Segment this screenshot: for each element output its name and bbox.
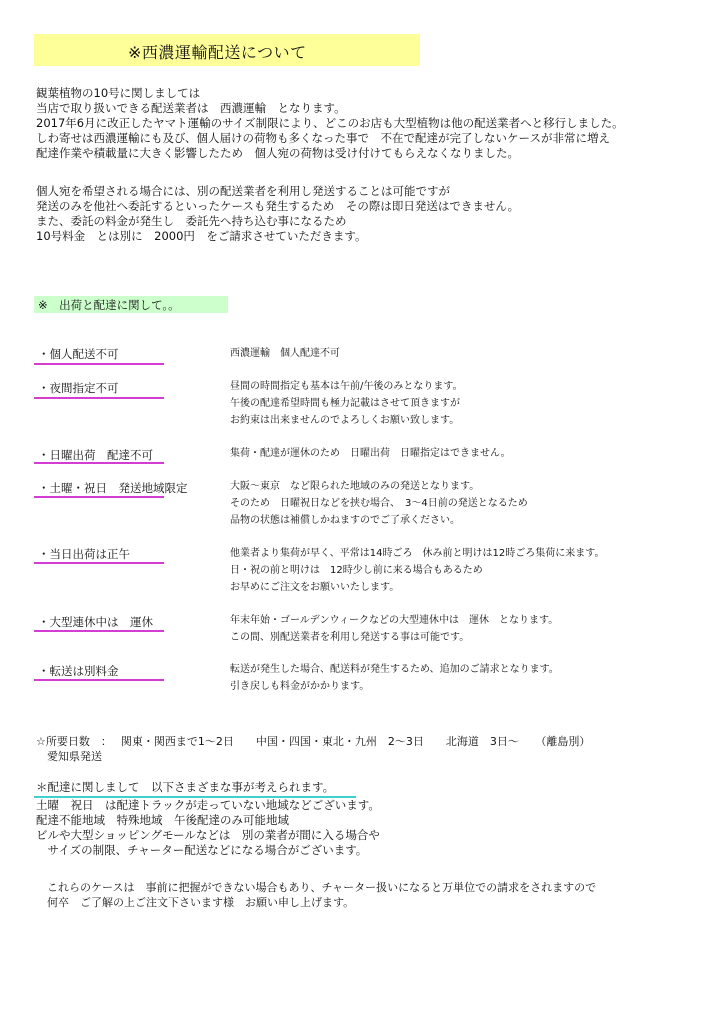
row-underline [34, 496, 164, 498]
intro-line: また、委託の料金が発生し 委託先へ持ち込む事になるため [36, 214, 347, 228]
row-desc-line: 午後の配達希望時間も極力記載はさせて頂きますが [230, 398, 460, 409]
intro-line: しわ寄せは西濃運輸にも及び、個人届けの荷物も多くなった事で 不在で配達が完了しないケースが非常に増え [36, 131, 610, 145]
section-title: ※ 出荷と配達に関して。。 [38, 298, 180, 312]
row-underline [34, 462, 164, 464]
row-desc-line: 西濃運輸 個人配達不可 [230, 348, 340, 359]
row-underline [34, 630, 164, 632]
delivery-days [36, 734, 590, 764]
row-underline [34, 397, 164, 399]
intro-line: 2017年6月に改正したヤマト運輸のサイズ制限により、どこのお店も大型植物は他の配送業者へと移行しました。 [36, 116, 624, 130]
row-desc-line: 大阪～東京 など限られた地域のみの発送となります。 [230, 481, 480, 492]
row-underline [34, 562, 164, 564]
intro-line: 発送のみを他社へ委託するといったケースも発生するため その際は即日発送はできません。 [36, 199, 520, 213]
delivery-days-origin: 愛知県発送 [36, 750, 102, 763]
row-desc-line: 年末年始・ゴールデンウィークなどの大型連休中は 運休 となります。 [230, 615, 559, 626]
row-label: ・大型連休中は 運休 [38, 615, 153, 629]
delivery-notes [36, 798, 380, 858]
closing-notes [36, 880, 596, 910]
intro-paragraph-1 [36, 86, 624, 161]
row-description [230, 445, 511, 462]
row-desc-line: 他業者より集荷が早く、平常は14時ごろ 休み前と明けは12時ごろ集荷に来ます。 [230, 548, 605, 559]
row-description [230, 612, 558, 646]
row-underline [34, 679, 164, 681]
row-description [230, 661, 559, 695]
row-label: ・夜間指定不可 [38, 381, 119, 395]
closing-line: 何卒 ご了解の上ご注文下さいます様 お願い申し上げます。 [36, 896, 355, 909]
row-description [230, 345, 340, 362]
row-desc-line: 引き戻しも料金がかかります。 [230, 681, 370, 692]
intro-line: 観葉植物の10号に関しましては [36, 86, 201, 100]
row-desc-line: 日・祝の前と明けは 12時少し前に来る場合もあるため [230, 565, 483, 576]
row-label: ・個人配送不可 [38, 347, 119, 361]
delivery-days-line: ☆所要日数 ： 関東・関西まで1～2日 中国・四国・東北・九州 2～3日 北海道 3日～ （離島別） [36, 735, 591, 748]
delivery-note-line: サイズの制限、チャーター配送などになる場合がございます。 [36, 843, 368, 857]
row-description [230, 378, 463, 429]
intro-line: 10号料金 とは別に 2000円 をご請求させていただきます。 [36, 229, 367, 243]
delivery-note-line: 配達不能地域 特殊地域 午後配達のみ可能地域 [36, 813, 289, 827]
delivery-heading: ＊配達に関しまして 以下さまざまな事が考えられます。 [36, 780, 335, 794]
row-label: ・日曜出荷 配達不可 [38, 448, 153, 462]
delivery-note-line: ビルや大型ショッピングモールなどは 別の業者が間に入る場合や [36, 828, 380, 842]
row-label: ・当日出荷は正午 [38, 547, 130, 561]
row-desc-line: お早めにご注文をお願いいたします。 [230, 582, 400, 593]
row-desc-line: 転送が発生した場合、配送料が発生するため、追加のご請求となります。 [230, 664, 559, 675]
row-desc-line: そのため 日曜祝日などを挟む場合、 3～4日前の発送となるため [230, 498, 528, 509]
intro-line: 個人宛を希望される場合には、別の配送業者を利用し発送することは可能ですが [36, 184, 450, 198]
row-desc-line: 品物の状態は補償しかねますのでご了承ください。 [230, 515, 460, 526]
row-desc-line: お約束は出来ませんのでよろしくお願い致します。 [230, 415, 460, 426]
closing-line: これらのケースは 事前に把握ができない場合もあり、チャーター扱いになると万単位での請求をされますので [36, 881, 597, 894]
row-label: ・転送は別料金 [38, 664, 119, 678]
row-description [230, 545, 604, 596]
row-description [230, 478, 528, 529]
intro-line: 当店で取り扱いできる配送業者は 西濃運輸 となります。 [36, 101, 346, 115]
row-desc-line: この間、別配送業者を利用し発送する事は可能です。 [230, 632, 470, 643]
intro-line: 配達作業や積載量に大きく影響したため 個人宛の荷物は受け付けてもらえなくなりました。 [36, 146, 519, 160]
row-underline [34, 363, 164, 365]
page-title: ※西濃運輸配送について [128, 43, 307, 62]
intro-paragraph-2 [36, 184, 519, 244]
row-desc-line: 昼間の時間指定も基本は午前/午後のみとなります。 [230, 381, 463, 392]
row-label: ・土曜・祝日 発送地域限定 [38, 481, 188, 495]
row-desc-line: 集荷・配達が運休のため 日曜出荷 日曜指定はできません。 [230, 448, 511, 459]
delivery-note-line: 土曜 祝日 は配達トラックが走っていない地域などございます。 [36, 798, 380, 812]
